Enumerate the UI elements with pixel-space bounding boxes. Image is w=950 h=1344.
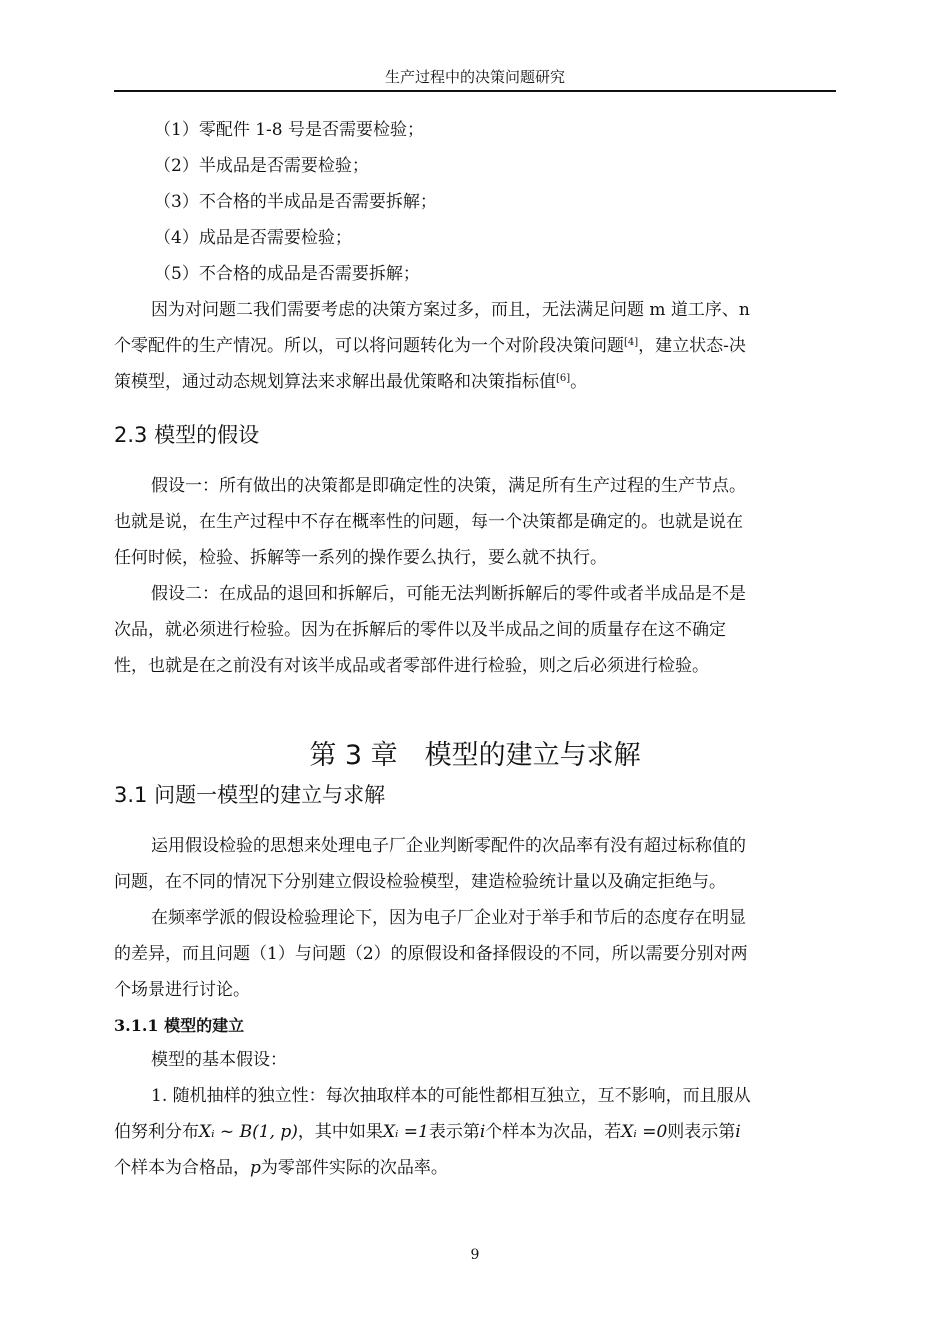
- page-header: [114, 64, 836, 92]
- formula-xi-zero: Xᵢ =0: [621, 1122, 668, 1142]
- list-item: （3）不合格的半成品是否需要拆解；: [154, 192, 437, 212]
- paragraph-line: 个场景进行讨论。: [114, 980, 250, 1000]
- text-span: 个零配件的生产情况。所以，可以将问题转化为一个对阶段决策问题: [114, 336, 624, 356]
- paragraph-frequentist: [114, 900, 836, 1008]
- paragraph-hypothesis-intro: [114, 828, 836, 900]
- header-title: 生产过程中的决策问题研究: [384, 68, 565, 86]
- chapter-title: 第 3 章 模型的建立与求解: [309, 740, 641, 771]
- paragraph-line: 假设一：所有做出的决策都是即确定性的决策，满足所有生产过程的生产节点。: [151, 476, 746, 496]
- text-span: ，建立状态-决: [638, 336, 746, 356]
- paragraph-line: 的差异，而且问题（1）与问题（2）的原假设和备择假设的不同，所以需要分别对两: [114, 944, 748, 964]
- text-span: 伯努利分布: [114, 1122, 199, 1142]
- text-span: 则表示第: [667, 1122, 736, 1142]
- formula-i: i: [479, 1122, 486, 1142]
- paragraph-line: 1. 随机抽样的独立性：每次抽取样本的可能性都相互独立，互不影响，而且服从: [151, 1086, 751, 1106]
- text-span: 个样本为合格品，: [114, 1158, 250, 1178]
- text-span: ，其中如果: [297, 1122, 383, 1142]
- basic-assumption-label: 模型的基本假设：: [151, 1050, 287, 1070]
- paragraph-independence: [114, 1078, 836, 1186]
- list-item: （2）半成品是否需要检验；: [154, 156, 369, 176]
- section-heading-3-1: 3.1 问题一模型的建立与求解: [114, 783, 386, 807]
- paragraph-decision-model: [114, 292, 836, 400]
- paragraph-line: [114, 328, 836, 364]
- paragraph-line: 任何时候，检验、拆解等一系列的操作要么执行，要么就不执行。: [114, 548, 607, 568]
- text-span: 表示第: [428, 1122, 480, 1142]
- citation-ref: [6]: [556, 373, 571, 384]
- text-span: 。: [570, 372, 588, 392]
- page-number: 9: [470, 1247, 480, 1263]
- text-span: 为零部件实际的次品率。: [260, 1158, 448, 1178]
- list-item: （4）成品是否需要检验；: [154, 228, 352, 248]
- subsection-heading-3-1-1: 3.1.1 模型的建立: [114, 1016, 245, 1035]
- paragraph-line: 在频率学派的假设检验理论下，因为电子厂企业对于举手和节后的态度存在明显: [151, 908, 746, 928]
- paragraph-line: 问题，在不同的情况下分别建立假设检验模型，建造检验统计量以及确定拒绝与。: [114, 872, 726, 892]
- paragraph-line: [114, 1114, 836, 1150]
- paragraph-assumption-two: [114, 576, 836, 684]
- list-item: （1）零配件 1-8 号是否需要检验；: [154, 120, 424, 140]
- paragraph-line: 性，也就是在之前没有对该半成品或者零部件进行检验，则之后必须进行检验。: [114, 656, 709, 676]
- paragraph-line: 次品，就必须进行检验。因为在拆解后的零件以及半成品之间的质量存在这不确定: [114, 620, 726, 640]
- paragraph-line: 假设二：在成品的退回和拆解后，可能无法判断拆解后的零件或者半成品是不是: [151, 584, 746, 604]
- paragraph-line: [114, 1150, 836, 1186]
- paragraph-assumption-one: [114, 468, 836, 576]
- citation-ref: [4]: [624, 337, 639, 348]
- page-body: [114, 112, 836, 1186]
- formula-bernoulli: Xᵢ ~ B(1, p): [199, 1122, 298, 1142]
- paragraph-line: [114, 364, 836, 400]
- text-span: 策模型，通过动态规划算法来求解出最优策略和决策指标值: [114, 372, 556, 392]
- paragraph-line: 运用假设检验的思想来处理电子厂企业判断零配件的次品率有没有超过标称值的: [151, 836, 746, 856]
- formula-i: i: [735, 1122, 741, 1142]
- formula-xi-one: Xᵢ =1: [382, 1122, 429, 1142]
- formula-p: p: [250, 1158, 261, 1178]
- text-span: 个样本为次品，若: [485, 1122, 622, 1142]
- section-heading-2-3: 2.3 模型的假设: [114, 423, 260, 447]
- paragraph-line: 也就是说，在生产过程中不存在概率性的问题，每一个决策都是确定的。也就是说在: [114, 512, 743, 532]
- list-item: （5）不合格的成品是否需要拆解；: [154, 264, 420, 284]
- paragraph-line: 因为对问题二我们需要考虑的决策方案过多，而且，无法满足问题 m 道工序、n: [151, 300, 750, 320]
